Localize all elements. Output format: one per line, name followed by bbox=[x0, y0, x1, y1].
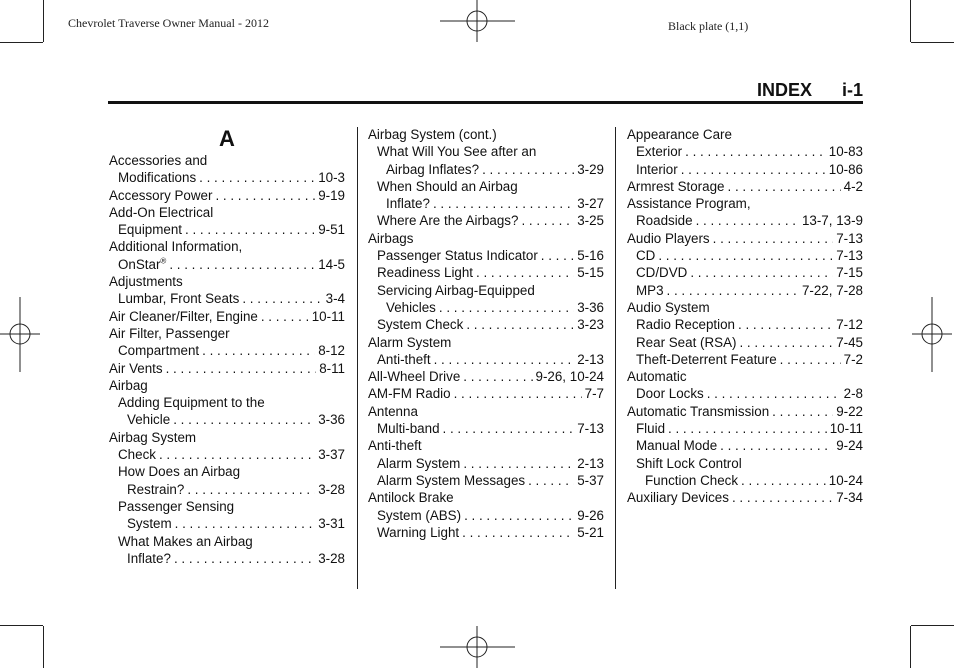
index-entry bbox=[109, 342, 345, 359]
index-entry-term: Readiness Light bbox=[377, 265, 474, 281]
index-entry-term: Fluid bbox=[636, 421, 666, 437]
dot-leader bbox=[696, 212, 799, 229]
dot-leader bbox=[741, 472, 826, 489]
index-entry-term: Restrain? bbox=[127, 481, 185, 497]
index-entry bbox=[368, 507, 604, 524]
index-entry-page[interactable]: 9-24 bbox=[836, 438, 863, 454]
dot-leader bbox=[685, 143, 826, 160]
index-entry-term: Vehicles bbox=[386, 299, 436, 315]
dot-leader bbox=[185, 221, 315, 238]
index-entry bbox=[109, 446, 345, 463]
index-entry bbox=[627, 351, 863, 368]
index-entry-page[interactable]: 7-15 bbox=[836, 265, 863, 281]
index-entry-term: System Check bbox=[377, 317, 464, 333]
index-entry-term: System bbox=[127, 516, 172, 532]
index-entry-term: CD bbox=[636, 248, 656, 264]
dot-leader bbox=[667, 282, 799, 299]
dot-leader bbox=[690, 264, 833, 281]
index-entry bbox=[627, 282, 863, 299]
index-column-2 bbox=[368, 126, 604, 541]
index-entry bbox=[368, 385, 604, 402]
index-entry-term: OnStar® bbox=[118, 256, 167, 272]
index-entry-term: Vehicle bbox=[127, 412, 171, 428]
index-entry-term: Air Filter, Passenger bbox=[109, 325, 230, 341]
index-entry bbox=[627, 455, 863, 472]
index-entry bbox=[109, 238, 345, 255]
index-entry-term: How Does an Airbag bbox=[118, 464, 241, 480]
index-entry bbox=[368, 282, 604, 299]
index-entry bbox=[368, 316, 604, 333]
index-entry-term: Airbag Inflates? bbox=[386, 161, 480, 177]
index-entry-term: All-Wheel Drive bbox=[368, 369, 461, 385]
index-entry-page[interactable]: 3-28 bbox=[318, 550, 345, 566]
index-entry bbox=[627, 334, 863, 351]
index-entry bbox=[109, 204, 345, 221]
index-entry-page[interactable]: 9-26 bbox=[577, 507, 604, 523]
index-entry-term: Audio System bbox=[627, 299, 710, 315]
crop-mark bbox=[43, 0, 44, 42]
dot-leader bbox=[528, 472, 574, 489]
dot-leader bbox=[242, 290, 322, 307]
index-entry bbox=[109, 550, 345, 567]
index-entry bbox=[627, 195, 863, 212]
index-entry-page[interactable]: 13-7, 13-9 bbox=[801, 213, 863, 229]
index-entry bbox=[109, 533, 345, 550]
dot-leader bbox=[738, 316, 833, 333]
dot-leader bbox=[443, 420, 575, 437]
index-entry bbox=[627, 299, 863, 316]
index-entry-page[interactable]: 10-11 bbox=[829, 421, 863, 437]
index-entry bbox=[627, 126, 863, 143]
index-entry-term: Appearance Care bbox=[627, 127, 732, 142]
index-column-1 bbox=[109, 126, 345, 567]
dot-leader bbox=[466, 316, 574, 333]
index-entry-page[interactable]: 7-2 bbox=[843, 351, 863, 367]
index-entry-page[interactable]: 5-16 bbox=[577, 248, 604, 264]
index-entry bbox=[368, 351, 604, 368]
index-entry-term: Passenger Sensing bbox=[118, 498, 235, 514]
index-entry-page[interactable]: 3-4 bbox=[325, 291, 345, 307]
index-entry-page[interactable]: 3-27 bbox=[577, 196, 604, 212]
index-entry bbox=[368, 524, 604, 541]
index-entry bbox=[368, 403, 604, 420]
index-entry-term: Air Vents bbox=[109, 360, 163, 376]
registration-mark-right bbox=[912, 297, 952, 372]
index-entry-term: MP3 bbox=[636, 282, 664, 298]
crop-mark bbox=[911, 42, 954, 43]
index-entry-page[interactable]: 7-22, 7-28 bbox=[801, 282, 863, 298]
registration-mark-left bbox=[0, 297, 40, 372]
index-entry-term: AM-FM Radio bbox=[368, 386, 451, 402]
index-entry bbox=[368, 212, 604, 229]
crop-mark bbox=[911, 625, 954, 626]
index-entry-term: Modifications bbox=[118, 170, 197, 186]
dot-leader bbox=[732, 489, 833, 506]
dot-leader bbox=[780, 351, 841, 368]
index-entry-term: Check bbox=[118, 447, 156, 463]
index-entry bbox=[109, 481, 345, 498]
index-entry-page[interactable]: 10-24 bbox=[828, 472, 863, 488]
index-entry-page[interactable]: 3-31 bbox=[318, 516, 345, 532]
index-entry-term: Equipment bbox=[118, 222, 183, 238]
dot-leader bbox=[169, 256, 315, 273]
registration-mark-top bbox=[440, 0, 515, 42]
index-entry bbox=[109, 411, 345, 428]
index-entry bbox=[368, 368, 604, 385]
dot-leader bbox=[174, 550, 315, 567]
index-entry bbox=[368, 143, 604, 160]
index-entry bbox=[368, 247, 604, 264]
index-entry bbox=[627, 472, 863, 489]
plate-label: Black plate (1,1) bbox=[668, 19, 749, 33]
index-entry-term: Auxiliary Devices bbox=[627, 490, 729, 506]
index-entry bbox=[109, 308, 345, 325]
dot-leader bbox=[202, 342, 315, 359]
index-entry bbox=[627, 230, 863, 247]
crop-mark bbox=[0, 625, 43, 626]
index-entry-term: Audio Players bbox=[627, 230, 710, 246]
dot-leader bbox=[463, 368, 532, 385]
index-entry-term: Inflate? bbox=[127, 550, 171, 566]
index-entry-term: What Will You See after an bbox=[377, 144, 537, 160]
index-entry-term: Shift Lock Control bbox=[636, 455, 742, 471]
dot-leader bbox=[521, 212, 574, 229]
index-entry-page[interactable]: 3-36 bbox=[318, 412, 345, 428]
index-entry bbox=[368, 161, 604, 178]
header-rule bbox=[108, 101, 863, 104]
index-entry-term: Accessories and bbox=[109, 153, 208, 168]
index-entry bbox=[368, 195, 604, 212]
index-entry-term: Add-On Electrical bbox=[109, 204, 214, 220]
dot-leader bbox=[434, 351, 575, 368]
index-entry-page[interactable]: 5-15 bbox=[577, 265, 604, 281]
registered-mark: ® bbox=[160, 256, 167, 266]
index-entry-page[interactable]: 9-19 bbox=[318, 187, 345, 203]
index-entry-term: When Should an Airbag bbox=[377, 178, 518, 194]
index-entry-page[interactable]: 7-34 bbox=[836, 490, 863, 506]
index-entry-page[interactable]: 5-37 bbox=[577, 472, 604, 488]
index-entry-page[interactable]: 2-13 bbox=[577, 455, 604, 471]
index-entry-term: Multi-band bbox=[377, 421, 440, 437]
index-entry-term: Servicing Airbag-Equipped bbox=[377, 282, 535, 298]
index-entry bbox=[109, 377, 345, 394]
index-entry bbox=[368, 230, 604, 247]
index-entry-page[interactable]: 7-7 bbox=[584, 386, 604, 402]
manual-title: Chevrolet Traverse Owner Manual - 2012 bbox=[68, 16, 269, 30]
index-entry-page[interactable]: 8-11 bbox=[319, 360, 345, 376]
index-entry bbox=[627, 316, 863, 333]
index-entry bbox=[627, 247, 863, 264]
index-entry-term: Exterior bbox=[636, 144, 683, 160]
crop-mark bbox=[910, 626, 911, 668]
index-entry bbox=[368, 420, 604, 437]
dot-leader bbox=[713, 230, 834, 247]
index-entry-page[interactable]: 3-29 bbox=[577, 161, 604, 177]
index-entry-page[interactable]: 3-25 bbox=[577, 213, 604, 229]
index-entry-term: Radio Reception bbox=[636, 317, 736, 333]
registration-mark-bottom bbox=[440, 626, 515, 668]
dot-leader bbox=[166, 360, 317, 377]
index-entry-term: Inflate? bbox=[386, 196, 430, 212]
index-entry bbox=[368, 126, 604, 143]
index-entry bbox=[368, 489, 604, 506]
index-entry-term: Air Cleaner/Filter, Engine bbox=[109, 308, 258, 324]
dot-leader bbox=[454, 385, 582, 402]
index-entry-page[interactable]: 7-12 bbox=[836, 317, 863, 333]
index-entry-term: Antenna bbox=[368, 403, 418, 419]
index-entry bbox=[109, 256, 345, 273]
index-entry-term: Theft-Deterrent Feature bbox=[636, 351, 777, 367]
index-entry-term: Automatic Transmission bbox=[627, 403, 770, 419]
column-divider bbox=[357, 127, 358, 589]
dot-leader bbox=[658, 247, 833, 264]
crop-mark bbox=[0, 42, 43, 43]
dot-leader bbox=[215, 187, 315, 204]
crop-mark bbox=[43, 626, 44, 668]
index-entry-term: Additional Information, bbox=[109, 239, 243, 255]
index-entry-page[interactable]: 7-13 bbox=[577, 421, 604, 437]
index-entry-term: Interior bbox=[636, 161, 678, 177]
dot-leader bbox=[464, 507, 574, 524]
dot-leader bbox=[707, 385, 841, 402]
index-entry-page[interactable]: 7-13 bbox=[836, 248, 863, 264]
index-entry bbox=[109, 187, 345, 204]
index-entry bbox=[368, 455, 604, 472]
index-entry bbox=[109, 498, 345, 515]
index-entry bbox=[627, 385, 863, 402]
index-entry-page[interactable]: 8-12 bbox=[318, 343, 345, 359]
index-entry-term: Lumbar, Front Seats bbox=[118, 291, 240, 307]
dot-leader bbox=[159, 446, 315, 463]
index-entry bbox=[109, 273, 345, 290]
dot-leader bbox=[541, 247, 574, 264]
index-entry bbox=[109, 394, 345, 411]
index-entry bbox=[109, 169, 345, 186]
dot-leader bbox=[187, 481, 315, 498]
index-entry-term: Alarm System bbox=[377, 455, 461, 471]
index-entry bbox=[627, 178, 863, 195]
index-entry-term: Airbag bbox=[109, 377, 148, 393]
index-entry bbox=[109, 429, 345, 446]
index-entry-page[interactable]: 10-11 bbox=[311, 308, 345, 324]
index-entry bbox=[368, 472, 604, 489]
index-entry bbox=[368, 178, 604, 195]
dot-leader bbox=[261, 308, 309, 325]
index-entry bbox=[627, 489, 863, 506]
index-entry bbox=[627, 212, 863, 229]
index-entry bbox=[109, 515, 345, 532]
dot-leader bbox=[772, 403, 833, 420]
index-entry-page[interactable]: 3-23 bbox=[577, 317, 604, 333]
index-entry bbox=[627, 368, 863, 385]
index-entry-page[interactable]: 3-37 bbox=[318, 447, 345, 463]
index-entry-term: CD/DVD bbox=[636, 265, 688, 281]
index-entry bbox=[368, 264, 604, 281]
index-entry bbox=[109, 463, 345, 480]
page-heading bbox=[757, 80, 863, 101]
index-entry bbox=[109, 221, 345, 238]
index-entry-page[interactable]: 3-36 bbox=[577, 299, 604, 315]
crop-mark bbox=[910, 0, 911, 42]
index-entry-term: Door Locks bbox=[636, 386, 704, 402]
dot-leader bbox=[681, 161, 826, 178]
index-entry-term: Antilock Brake bbox=[368, 490, 454, 506]
dot-leader bbox=[173, 411, 315, 428]
index-entry bbox=[109, 290, 345, 307]
dot-leader bbox=[433, 195, 574, 212]
section-title: INDEX bbox=[756, 80, 812, 100]
index-entry-page[interactable]: 4-2 bbox=[843, 178, 863, 194]
index-entry-page[interactable]: 2-8 bbox=[843, 386, 863, 402]
index-entry bbox=[627, 264, 863, 281]
index-entry-page[interactable]: 9-26, 10-24 bbox=[535, 369, 604, 385]
index-column-3 bbox=[627, 126, 863, 507]
dot-leader bbox=[482, 161, 574, 178]
index-entry bbox=[627, 161, 863, 178]
index-entry bbox=[627, 403, 863, 420]
index-entry-term: Airbag System (cont.) bbox=[368, 127, 497, 142]
dot-leader bbox=[463, 455, 574, 472]
index-entry-term: Warning Light bbox=[377, 524, 460, 540]
index-entry-term: Automatic bbox=[627, 369, 687, 385]
dot-leader bbox=[476, 264, 574, 281]
index-entry-term: Airbags bbox=[368, 230, 414, 246]
index-entry bbox=[627, 420, 863, 437]
index-entry bbox=[368, 299, 604, 316]
index-entry-term: Alarm System Messages bbox=[377, 472, 526, 488]
index-entry-term: What Makes an Airbag bbox=[118, 533, 253, 549]
index-entry bbox=[109, 152, 345, 169]
index-entry-term: Anti-theft bbox=[377, 351, 431, 367]
index-entry-term: Alarm System bbox=[368, 334, 452, 350]
index-entry-term: Function Check bbox=[645, 472, 739, 488]
index-entry-page[interactable]: 10-3 bbox=[318, 170, 345, 186]
column-divider bbox=[615, 127, 616, 589]
index-entry-term: Manual Mode bbox=[636, 438, 718, 454]
index-entry-term: Assistance Program, bbox=[627, 196, 751, 212]
index-entry bbox=[368, 334, 604, 351]
index-entry bbox=[109, 325, 345, 342]
index-entry-term: Passenger Status Indicator bbox=[377, 248, 538, 264]
index-entry bbox=[627, 437, 863, 454]
index-entry-page[interactable]: 9-22 bbox=[836, 403, 863, 419]
dot-leader bbox=[668, 420, 827, 437]
index-entry-page[interactable]: 7-13 bbox=[836, 230, 863, 246]
index-entry-term: Airbag System bbox=[109, 429, 197, 445]
index-entry-term: Accessory Power bbox=[109, 187, 213, 203]
index-section-letter: A bbox=[219, 126, 235, 151]
index-entry-page[interactable]: 10-86 bbox=[828, 161, 863, 177]
index-entry bbox=[109, 360, 345, 377]
index-entry-page[interactable]: 5-21 bbox=[577, 524, 604, 540]
index-entry-term: Armrest Storage bbox=[627, 178, 725, 194]
index-entry-page[interactable]: 7-45 bbox=[836, 334, 863, 350]
index-entry-term: Rear Seat (RSA) bbox=[636, 334, 737, 350]
dot-leader bbox=[439, 299, 574, 316]
dot-leader bbox=[720, 437, 833, 454]
index-entry-term: Adding Equipment to the bbox=[118, 395, 265, 411]
index-entry-term: Adjustments bbox=[109, 274, 183, 290]
index-entry-term: System (ABS) bbox=[377, 507, 462, 523]
index-entry bbox=[627, 143, 863, 160]
index-entry-term: Compartment bbox=[118, 343, 200, 359]
index-entry-term: Anti-theft bbox=[368, 438, 422, 454]
index-entry-page[interactable]: 2-13 bbox=[577, 351, 604, 367]
index-entry-term: Where Are the Airbags? bbox=[377, 213, 519, 229]
dot-leader bbox=[199, 169, 315, 186]
index-entry-page[interactable]: 14-5 bbox=[318, 256, 345, 272]
index-entry-page[interactable]: 9-51 bbox=[318, 222, 345, 238]
dot-leader bbox=[739, 334, 833, 351]
page-number: i-1 bbox=[841, 80, 863, 100]
index-entry-term: Roadside bbox=[636, 213, 693, 229]
index-entry bbox=[368, 437, 604, 454]
dot-leader bbox=[462, 524, 574, 541]
index-entry-page[interactable]: 3-28 bbox=[318, 481, 345, 497]
index-entry-page[interactable]: 10-83 bbox=[828, 144, 863, 160]
dot-leader bbox=[175, 515, 316, 532]
dot-leader bbox=[728, 178, 841, 195]
